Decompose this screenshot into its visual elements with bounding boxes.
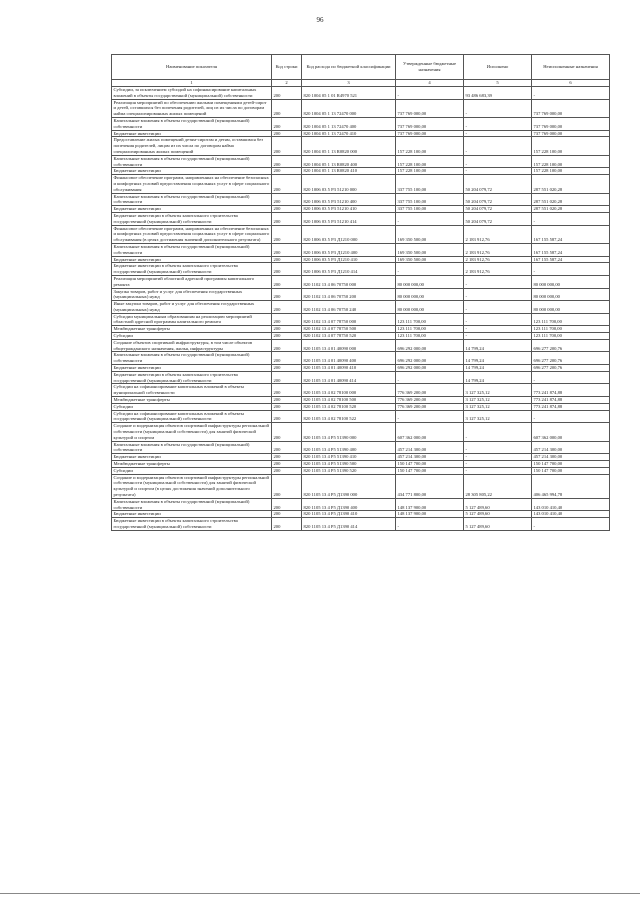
row-executed: -: [464, 333, 532, 340]
table-row: [112, 365, 610, 372]
table-row: [112, 461, 610, 468]
row-name: Капитальные вложения в объекты государственной (муниципальной) собственности: [112, 498, 272, 511]
row-name: Субсидии на софинансирование капитальных вложений в объекты государственной (муниципальной) собственности: [112, 410, 272, 423]
table-body: [112, 87, 610, 531]
row-executed: -: [464, 441, 532, 454]
row-kbk: 820 1006 03 5 P3 Д1210 000: [302, 225, 396, 243]
row-kbk: 820 1006 03 5 P3 51210 410: [302, 206, 396, 213]
row-remaining: 287 551 020,28: [532, 206, 610, 213]
row-executed: 3 127 325,12: [464, 403, 532, 410]
table-row: [112, 212, 610, 225]
row-approved: 776 369 200,00: [396, 397, 464, 404]
table-row: [112, 256, 610, 263]
row-approved: 150 147 700,00: [396, 461, 464, 468]
row-name: Бюджетные инвестиции: [112, 365, 272, 372]
row-approved: 80 000 000,00: [396, 288, 464, 301]
row-code: 200: [272, 441, 302, 454]
row-name: Реализация мероприятий областной адресной программы капитального ремонта: [112, 275, 272, 288]
row-executed: 50 204 079,72: [464, 175, 532, 193]
page-number: 96: [316, 16, 324, 24]
row-remaining: 143 010 410,40: [532, 498, 610, 511]
row-executed: -: [464, 99, 532, 117]
row-code: 200: [272, 511, 302, 518]
row-code: 200: [272, 467, 302, 474]
row-executed: 14 799,24: [464, 352, 532, 365]
row-code: 200: [272, 333, 302, 340]
row-remaining: -: [532, 371, 610, 384]
row-kbk: 820 1105 13 4 P5 Д1390 410: [302, 511, 396, 518]
row-kbk: 820 1105 13 4 02 78100 522: [302, 410, 396, 423]
row-name: Капитальные вложения в объекты государственной (муниципальной) собственности: [112, 117, 272, 130]
row-name: Межбюджетные трансферты: [112, 461, 272, 468]
row-name: Бюджетные инвестиции: [112, 130, 272, 137]
row-name: Субсидии на софинансирование капитальных вложений в объекты муниципальной собственности: [112, 384, 272, 397]
row-approved: 123 111 700,00: [396, 333, 464, 340]
row-code: 200: [272, 518, 302, 531]
table-row: [112, 313, 610, 326]
table-row: [112, 454, 610, 461]
table-row: [112, 117, 610, 130]
row-remaining: -: [532, 263, 610, 276]
row-approved: -: [396, 410, 464, 423]
table-row: [112, 206, 610, 213]
row-name: Бюджетные инвестиции в объекты капитального строительства государственной (муниципальной) собственности: [112, 371, 272, 384]
row-remaining: 80 000 000,00: [532, 301, 610, 314]
row-approved: 696 292 000,00: [396, 339, 464, 352]
header-name: Наименование показателя: [112, 55, 272, 80]
row-code: 200: [272, 130, 302, 137]
row-executed: -: [464, 117, 532, 130]
row-approved: 148 137 900,00: [396, 511, 464, 518]
budget-execution-table: [111, 54, 610, 531]
row-remaining: 167 155 587,24: [532, 225, 610, 243]
row-executed: -: [464, 155, 532, 168]
row-name: Бюджетные инвестиции в объекты капитального строительства государственной (муниципальной) собственности: [112, 263, 272, 276]
row-code: 200: [272, 137, 302, 155]
row-kbk: 820 1105 13 4 P5 51390 500: [302, 461, 396, 468]
table-row: [112, 403, 610, 410]
row-name: Капитальные вложения в объекты государственной (муниципальной) собственности: [112, 243, 272, 256]
row-kbk: 820 1006 03 5 P3 Д1210 414: [302, 263, 396, 276]
row-kbk: 820 1105 13 4 P5 51390 410: [302, 454, 396, 461]
row-name: Бюджетные инвестиции: [112, 511, 272, 518]
row-kbk: 820 1004 05 1 01 R4970 521: [302, 87, 396, 100]
row-approved: -: [396, 87, 464, 100]
row-approved: 169 350 500,00: [396, 225, 464, 243]
row-executed: 50 204 079,72: [464, 206, 532, 213]
row-code: 200: [272, 175, 302, 193]
table-row: [112, 397, 610, 404]
row-code: 200: [272, 193, 302, 206]
table-row: [112, 441, 610, 454]
table-row: [112, 371, 610, 384]
table-row: [112, 352, 610, 365]
row-name: Субсидии муниципальным образованиям на реализацию мероприятий областной адресной программы капитального ремонта: [112, 313, 272, 326]
row-executed: 5 127 489,60: [464, 511, 532, 518]
row-remaining: 607 362 000,00: [532, 423, 610, 441]
row-code: 200: [272, 461, 302, 468]
row-remaining: -: [532, 212, 610, 225]
row-remaining: 773 241 874,88: [532, 403, 610, 410]
row-executed: 50 204 079,72: [464, 193, 532, 206]
row-remaining: -: [532, 518, 610, 531]
row-code: 200: [272, 403, 302, 410]
column-number: 5: [464, 80, 532, 87]
row-kbk: 820 1006 03 5 P3 51210 400: [302, 193, 396, 206]
row-name: Бюджетные инвестиции: [112, 168, 272, 175]
row-kbk: 820 1102 13 4 06 70750 000: [302, 275, 396, 288]
header-code: Код строки: [272, 55, 302, 80]
row-name: Капитальные вложения в объекты государственной (муниципальной) собственности: [112, 155, 272, 168]
row-executed: 14 799,24: [464, 365, 532, 372]
table-row: [112, 384, 610, 397]
page-bottom-rule: [0, 893, 640, 894]
row-kbk: 820 1105 13 4 01 40090 410: [302, 365, 396, 372]
row-executed: 3 127 325,12: [464, 384, 532, 397]
row-name: Бюджетные инвестиции: [112, 454, 272, 461]
row-executed: 2 183 912,76: [464, 243, 532, 256]
table-row: [112, 474, 610, 498]
row-code: 200: [272, 313, 302, 326]
row-executed: 50 204 079,72: [464, 212, 532, 225]
row-executed: -: [464, 130, 532, 137]
row-remaining: 157 228 100,00: [532, 137, 610, 155]
row-kbk: 820 1004 05 1 13 R0820 400: [302, 155, 396, 168]
row-remaining: 696 277 200,76: [532, 339, 610, 352]
row-kbk: 820 1102 13 4 07 78750 520: [302, 333, 396, 340]
column-number: 2: [272, 80, 302, 87]
table-row: [112, 511, 610, 518]
row-code: 200: [272, 423, 302, 441]
row-remaining: 737 769 000,00: [532, 117, 610, 130]
table-row: [112, 137, 610, 155]
row-remaining: 157 228 100,00: [532, 155, 610, 168]
row-remaining: 696 277 200,76: [532, 352, 610, 365]
header-remaining: Неисполненные назначения: [532, 55, 610, 80]
row-executed: -: [464, 288, 532, 301]
row-remaining: 773 241 874,88: [532, 384, 610, 397]
row-kbk: 820 1102 13 4 06 70750 200: [302, 288, 396, 301]
row-executed: -: [464, 461, 532, 468]
row-code: 200: [272, 498, 302, 511]
row-remaining: 123 111 700,00: [532, 313, 610, 326]
row-code: 200: [272, 99, 302, 117]
row-name: Создание и модернизация объектов спортивной инфраструктуры региональной собственности (муниципальной собственности) для занятий физической культурой и спортом: [112, 423, 272, 441]
row-kbk: 820 1105 13 4 01 40090 400: [302, 352, 396, 365]
row-code: 200: [272, 454, 302, 461]
column-number: 1: [112, 80, 272, 87]
row-remaining: -: [532, 410, 610, 423]
row-code: 200: [272, 155, 302, 168]
row-name: Финансовое обеспечение программ, направленных на обеспечение безопасных и комфортных условий предоставления социальных услуг в сфере социального обслуживания (в целях достижения значений дополнительного результата): [112, 225, 272, 243]
row-executed: -: [464, 423, 532, 441]
row-approved: 776 369 200,00: [396, 384, 464, 397]
table-row: [112, 518, 610, 531]
row-kbk: 820 1102 13 4 06 70750 240: [302, 301, 396, 314]
row-approved: 737 769 000,00: [396, 99, 464, 117]
row-name: Бюджетные инвестиции: [112, 206, 272, 213]
row-remaining: 123 111 700,00: [532, 333, 610, 340]
row-kbk: 820 1004 05 1 13 72470 400: [302, 117, 396, 130]
row-executed: -: [464, 137, 532, 155]
row-remaining: 143 010 410,40: [532, 511, 610, 518]
row-approved: 157 228 100,00: [396, 168, 464, 175]
row-name: Субсидии: [112, 333, 272, 340]
row-kbk: 820 1006 03 5 P3 Д1210 400: [302, 243, 396, 256]
row-approved: 434 771 800,00: [396, 474, 464, 498]
row-kbk: 820 1105 13 4 P5 Д1390 000: [302, 474, 396, 498]
row-approved: 123 111 700,00: [396, 326, 464, 333]
row-executed: 3 127 325,12: [464, 397, 532, 404]
row-executed: 93 486 683,39: [464, 87, 532, 100]
column-number: 6: [532, 80, 610, 87]
row-name: Закупка товаров, работ и услуг для обеспечения государственных (муниципальных) нужд: [112, 288, 272, 301]
row-name: Межбюджетные трансферты: [112, 326, 272, 333]
row-kbk: 820 1102 13 4 07 78750 500: [302, 326, 396, 333]
row-approved: -: [396, 212, 464, 225]
row-executed: 5 127 489,60: [464, 518, 532, 531]
row-approved: 337 755 100,00: [396, 175, 464, 193]
row-name: Предоставление жилых помещений детям-сиротам и детям, оставшимся без попечения родителей, лицам из их числа по договорам найма специализированных жилых помещений: [112, 137, 272, 155]
row-code: 200: [272, 371, 302, 384]
row-approved: 169 350 500,00: [396, 243, 464, 256]
row-executed: 14 799,24: [464, 371, 532, 384]
column-number-row: [112, 80, 610, 87]
row-code: 200: [272, 288, 302, 301]
row-remaining: 167 155 587,24: [532, 256, 610, 263]
row-remaining: 80 000 000,00: [532, 275, 610, 288]
row-remaining: 457 214 300,00: [532, 454, 610, 461]
row-executed: 5 127 489,60: [464, 498, 532, 511]
row-approved: 123 111 700,00: [396, 313, 464, 326]
row-kbk: 820 1105 13 4 01 40090 000: [302, 339, 396, 352]
row-code: 200: [272, 365, 302, 372]
row-kbk: 820 1105 13 4 P5 51390 400: [302, 441, 396, 454]
table-header-row: [112, 55, 610, 80]
row-kbk: 820 1105 13 4 01 40090 414: [302, 371, 396, 384]
table-row: [112, 155, 610, 168]
row-approved: -: [396, 263, 464, 276]
row-code: 200: [272, 263, 302, 276]
row-remaining: 287 551 020,28: [532, 193, 610, 206]
row-name: Создание объектов спортивной инфраструктуры, в том числе объектов общегражданского назначения, жилья, инфраструктуры: [112, 339, 272, 352]
table-row: [112, 263, 610, 276]
table-row: [112, 410, 610, 423]
row-executed: -: [464, 275, 532, 288]
header-approved: Утвержденные бюджетные назначения: [396, 55, 464, 80]
row-executed: -: [464, 467, 532, 474]
table-row: [112, 467, 610, 474]
row-remaining: -: [532, 87, 610, 100]
row-kbk: 820 1105 13 4 02 78100 520: [302, 403, 396, 410]
column-number: 3: [302, 80, 396, 87]
row-approved: -: [396, 518, 464, 531]
row-approved: 737 769 000,00: [396, 117, 464, 130]
row-approved: 776 369 200,00: [396, 403, 464, 410]
row-code: 200: [272, 87, 302, 100]
table-row: [112, 87, 610, 100]
row-kbk: 820 1105 13 4 P5 Д1390 400: [302, 498, 396, 511]
row-remaining: 123 111 700,00: [532, 326, 610, 333]
row-code: 200: [272, 384, 302, 397]
row-kbk: 820 1004 05 1 13 R0820 000: [302, 137, 396, 155]
row-approved: 337 755 100,00: [396, 193, 464, 206]
row-kbk: 820 1004 05 1 13 72470 410: [302, 130, 396, 137]
header-kbk: Код расхода по бюджетной классификации: [302, 55, 396, 80]
row-approved: 80 000 000,00: [396, 275, 464, 288]
row-executed: 3 127 325,12: [464, 410, 532, 423]
row-code: 200: [272, 243, 302, 256]
row-remaining: 150 147 700,00: [532, 467, 610, 474]
table-row: [112, 243, 610, 256]
row-approved: 148 137 900,00: [396, 498, 464, 511]
row-code: 200: [272, 212, 302, 225]
header-executed: Исполнено: [464, 55, 532, 80]
row-remaining: 737 769 000,00: [532, 99, 610, 117]
column-number: 4: [396, 80, 464, 87]
row-name: Капитальные вложения в объекты государственной (муниципальной) собственности: [112, 193, 272, 206]
table-row: [112, 130, 610, 137]
table-row: [112, 498, 610, 511]
row-remaining: 157 228 100,00: [532, 168, 610, 175]
table-row: [112, 225, 610, 243]
row-code: 200: [272, 326, 302, 333]
row-code: 200: [272, 275, 302, 288]
table-row: [112, 275, 610, 288]
row-code: 200: [272, 168, 302, 175]
row-executed: -: [464, 301, 532, 314]
row-name: Бюджетные инвестиции: [112, 256, 272, 263]
row-name: Капитальные вложения в объекты государственной (муниципальной) собственности: [112, 352, 272, 365]
row-kbk: 820 1006 03 5 P3 Д1210 410: [302, 256, 396, 263]
row-code: 200: [272, 410, 302, 423]
row-remaining: 737 769 000,00: [532, 130, 610, 137]
row-code: 200: [272, 225, 302, 243]
row-approved: 337 755 100,00: [396, 206, 464, 213]
row-executed: 28 305 805,22: [464, 474, 532, 498]
row-executed: 2 183 912,76: [464, 263, 532, 276]
table-row: [112, 288, 610, 301]
row-code: 200: [272, 474, 302, 498]
row-approved: 169 350 500,00: [396, 256, 464, 263]
row-name: Межбюджетные трансферты: [112, 397, 272, 404]
row-approved: -: [396, 371, 464, 384]
row-code: 200: [272, 339, 302, 352]
row-remaining: 287 551 020,28: [532, 175, 610, 193]
row-remaining: 773 241 874,88: [532, 397, 610, 404]
row-code: 200: [272, 397, 302, 404]
table-row: [112, 99, 610, 117]
table-row: [112, 193, 610, 206]
row-kbk: 820 1004 05 1 13 R0820 410: [302, 168, 396, 175]
row-code: 200: [272, 206, 302, 213]
row-remaining: 150 147 700,00: [532, 461, 610, 468]
row-kbk: 820 1102 13 4 07 78750 000: [302, 313, 396, 326]
row-remaining: 80 000 000,00: [532, 288, 610, 301]
row-name: Субсидии, за исключением субсидий на софинансирование капитальных вложений в объекты государственной (муниципальной) собственности: [112, 87, 272, 100]
row-code: 200: [272, 301, 302, 314]
row-approved: 607 362 000,00: [396, 423, 464, 441]
row-executed: -: [464, 168, 532, 175]
row-name: Создание и модернизация объектов спортивной инфраструктуры региональной собственности (муниципальной собственности) для занятий физической культурой и спортом (в целях достижения значений дополнительного результата): [112, 474, 272, 498]
row-kbk: 820 1105 13 4 P5 51390 520: [302, 467, 396, 474]
row-kbk: 820 1004 05 1 13 72470 000: [302, 99, 396, 117]
row-executed: 2 183 912,76: [464, 225, 532, 243]
row-name: Капитальные вложения в объекты государственной (муниципальной) собственности: [112, 441, 272, 454]
row-remaining: 457 214 300,00: [532, 441, 610, 454]
row-name: Бюджетные инвестиции в объекты капитального строительства государственной (муниципальной) собственности: [112, 212, 272, 225]
row-kbk: 820 1105 13 4 P5 51390 000: [302, 423, 396, 441]
row-executed: 2 183 912,76: [464, 256, 532, 263]
row-remaining: 696 277 200,76: [532, 365, 610, 372]
row-executed: 14 799,24: [464, 339, 532, 352]
row-kbk: 820 1006 03 5 P3 51210 000: [302, 175, 396, 193]
row-approved: 150 147 700,00: [396, 467, 464, 474]
row-executed: -: [464, 313, 532, 326]
row-executed: -: [464, 454, 532, 461]
row-name: Субсидии: [112, 467, 272, 474]
row-approved: 696 292 000,00: [396, 352, 464, 365]
row-remaining: 167 155 587,24: [532, 243, 610, 256]
row-approved: 457 214 300,00: [396, 441, 464, 454]
row-approved: 80 000 000,00: [396, 301, 464, 314]
row-code: 200: [272, 117, 302, 130]
row-kbk: 820 1105 13 4 P5 Д1390 414: [302, 518, 396, 531]
table-row: [112, 423, 610, 441]
row-approved: 457 214 300,00: [396, 454, 464, 461]
row-code: 200: [272, 256, 302, 263]
row-approved: 737 769 000,00: [396, 130, 464, 137]
row-approved: 157 228 100,00: [396, 137, 464, 155]
row-approved: 696 292 000,00: [396, 365, 464, 372]
table-row: [112, 301, 610, 314]
row-name: Субсидии: [112, 403, 272, 410]
row-kbk: 820 1105 13 4 02 78100 500: [302, 397, 396, 404]
row-name: Бюджетные инвестиции в объекты капитального строительства государственной (муниципальной) собственности: [112, 518, 272, 531]
table-row: [112, 333, 610, 340]
table-row: [112, 326, 610, 333]
row-name: Иные закупки товаров, работ и услуг для обеспечения государственных (муниципальных) нужд: [112, 301, 272, 314]
table-row: [112, 339, 610, 352]
row-kbk: 820 1006 03 5 P3 51210 414: [302, 212, 396, 225]
row-approved: 157 228 100,00: [396, 155, 464, 168]
table-row: [112, 175, 610, 193]
row-remaining: 406 465 994,78: [532, 474, 610, 498]
row-name: Реализация мероприятий по обеспечению жилыми помещениями детей-сирот и детей, оставшихся без попечения родителей, лиц из их числа по договорам найма специализированных жилых помещений: [112, 99, 272, 117]
row-executed: -: [464, 326, 532, 333]
table-row: [112, 168, 610, 175]
row-name: Финансовое обеспечение программ, направленных на обеспечение безопасных и комфортных условий предоставления социальных услуг в сфере социального обслуживания: [112, 175, 272, 193]
row-kbk: 820 1105 13 4 02 78100 000: [302, 384, 396, 397]
row-code: 200: [272, 352, 302, 365]
